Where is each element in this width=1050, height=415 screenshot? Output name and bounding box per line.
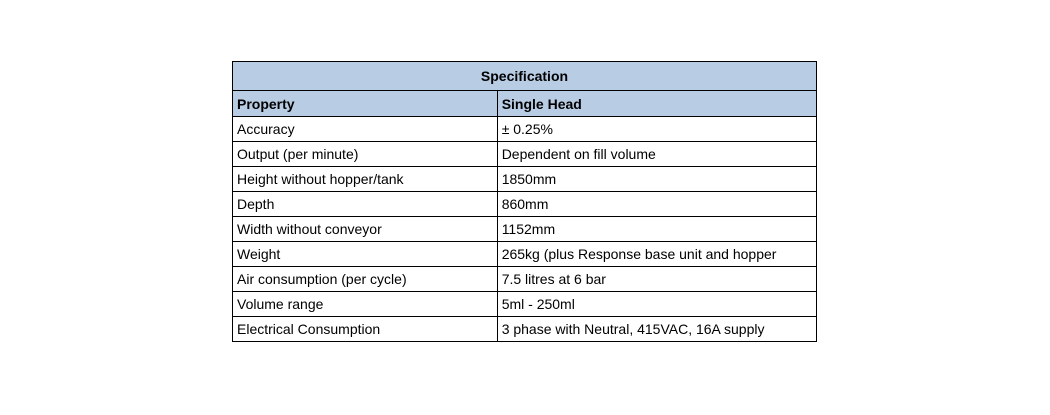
value-cell: ± 0.25% (497, 117, 816, 142)
table-row (233, 167, 817, 192)
title-row (233, 62, 817, 91)
header-row (233, 91, 817, 117)
value-cell: 860mm (497, 192, 816, 217)
property-cell: Depth (233, 192, 498, 217)
table-row (233, 142, 817, 167)
table-title: Specification (233, 62, 817, 91)
property-cell: Accuracy (233, 117, 498, 142)
table-row (233, 267, 817, 292)
value-cell: 7.5 litres at 6 bar (497, 267, 816, 292)
value-cell: 3 phase with Neutral, 415VAC, 16A supply (497, 317, 816, 342)
table-row (233, 117, 817, 142)
table-row (233, 242, 817, 267)
value-cell: Dependent on fill volume (497, 142, 816, 167)
property-cell: Output (per minute) (233, 142, 498, 167)
value-cell: 1850mm (497, 167, 816, 192)
property-cell: Volume range (233, 292, 498, 317)
table-row (233, 192, 817, 217)
table-row (233, 217, 817, 242)
table-row (233, 292, 817, 317)
property-cell: Height without hopper/tank (233, 167, 498, 192)
property-cell: Air consumption (per cycle) (233, 267, 498, 292)
specification-table (232, 61, 817, 342)
value-cell: 265kg (plus Response base unit and hopper (497, 242, 816, 267)
table-row (233, 317, 817, 342)
column-header-single-head: Single Head (497, 91, 816, 117)
property-cell: Width without conveyor (233, 217, 498, 242)
column-header-property: Property (233, 91, 498, 117)
value-cell: 1152mm (497, 217, 816, 242)
property-cell: Weight (233, 242, 498, 267)
value-cell: 5ml - 250ml (497, 292, 816, 317)
property-cell: Electrical Consumption (233, 317, 498, 342)
